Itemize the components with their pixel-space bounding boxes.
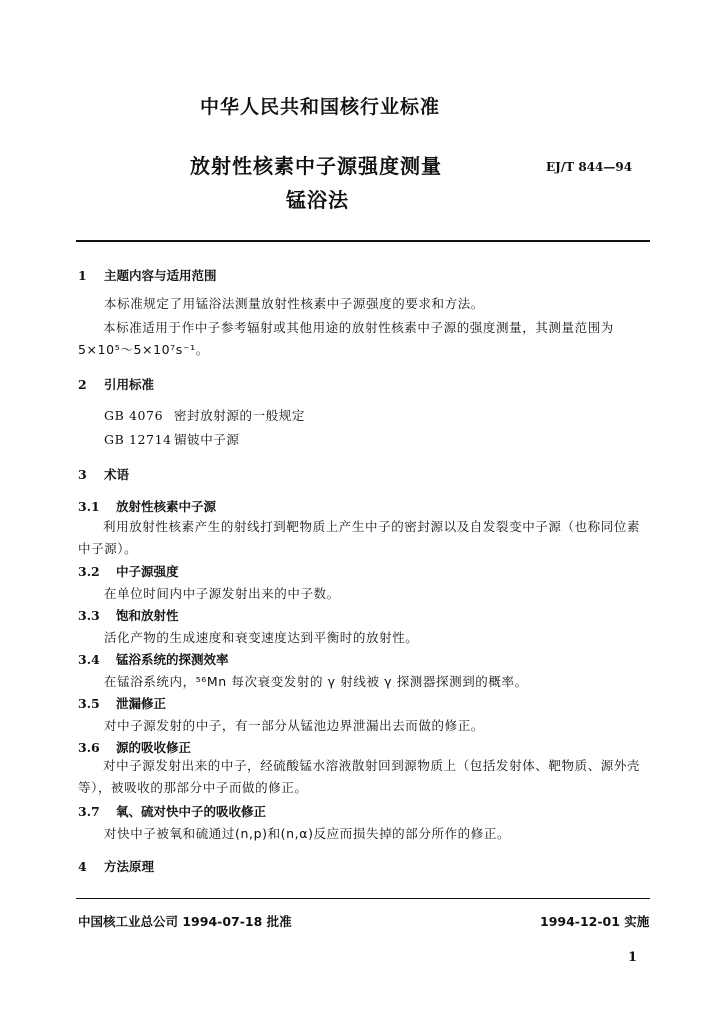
term-definition: 在单位时间内中子源发射出来的中子数。 (104, 586, 340, 601)
standard-code: EJ/T 844—94 (546, 160, 633, 174)
term-definition: 活化产物的生成速度和衰变速度达到平衡时的放射性。 (104, 630, 419, 645)
term-definition: 对快中子被氧和硫通过(n,p)和(n,α)反应而损失掉的部分所作的修正。 (104, 826, 511, 841)
reference-item: GB 4076 密封放射源的一般规定 (104, 408, 306, 423)
term-definition: 利用放射性核素产生的射线打到靶物质上产生中子的密封源以及自发裂变中子源（也称同位素中子源）。 (78, 519, 641, 556)
section-4-heading: 4 方法原理 (78, 859, 155, 874)
term-heading: 3.5 泄漏修正 (78, 696, 167, 711)
header-divider (76, 240, 650, 242)
section-3-heading: 3 术语 (78, 467, 130, 482)
document-title-line1: 放射性核素中子源强度测量 (190, 154, 442, 178)
implementation-date: 1994-12-01 实施 (540, 914, 650, 929)
approval-note: 中国核工业总公司 1994-07-18 批准 (78, 914, 292, 929)
term-heading: 3.3 饱和放射性 (78, 608, 179, 623)
page-number: 1 (628, 950, 638, 965)
section-2-heading: 2 引用标准 (78, 377, 155, 392)
footer-divider (76, 898, 650, 899)
term-heading: 3.2 中子源强度 (78, 564, 179, 579)
term-heading: 3.6 源的吸收修正 (78, 740, 192, 755)
document-title-line2: 锰浴法 (286, 188, 349, 212)
term-definition: 对中子源发射出来的中子，经硫酸锰水溶液散射回到源物质上（包括发射体、靶物质、源外壳等），被吸收的那部分中子而做的修正。 (78, 758, 641, 795)
term-heading: 3.1 放射性核素中子源 (78, 499, 217, 514)
term-definition: 在锰浴系统内，⁵⁶Mn 每次衰变发射的 γ 射线被 γ 探测器探测到的概率。 (104, 674, 528, 689)
reference-item: GB 12714 镅铍中子源 (104, 432, 240, 447)
term-definition: 对中子源发射的中子，有一部分从锰池边界泄漏出去而做的修正。 (104, 718, 484, 733)
national-standard-title: 中华人民共和国核行业标准 (200, 96, 441, 118)
section-1-para2: 本标准适用于作中子参考辐射或其他用途的放射性核素中子源的强度测量，其测量范围为 5×10⁵～5×10⁷s⁻¹。 (78, 320, 614, 357)
section-1-heading: 1 主题内容与适用范围 (78, 268, 217, 283)
section-1-para1: 本标准规定了用锰浴法测量放射性核素中子源强度的要求和方法。 (104, 296, 484, 311)
term-heading: 3.7 氧、硫对快中子的吸收修正 (78, 804, 267, 819)
term-heading: 3.4 锰浴系统的探测效率 (78, 652, 229, 667)
